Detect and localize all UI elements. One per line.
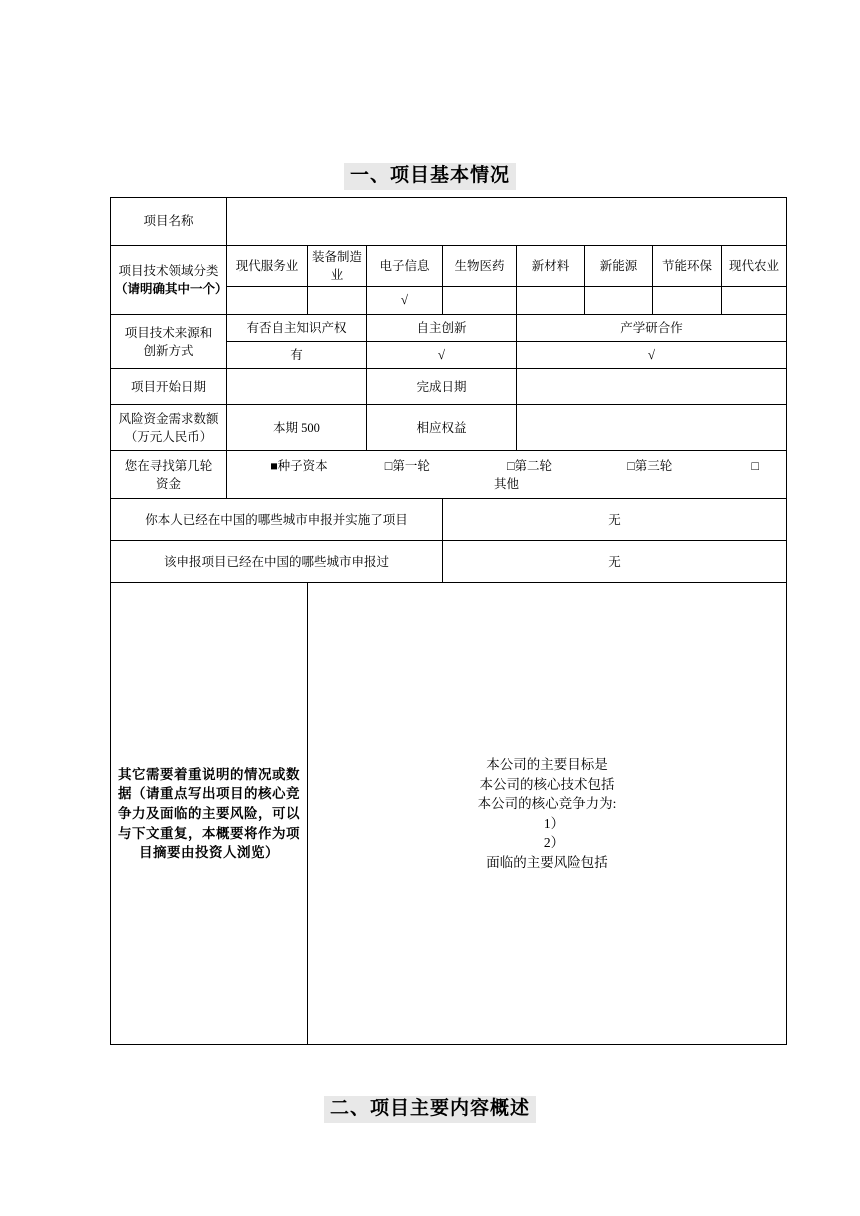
funding-round-options-line xyxy=(231,457,782,475)
funding-label-line2: （万元人民币） xyxy=(124,429,213,444)
funding-round-label xyxy=(111,451,227,499)
section-heading-2 xyxy=(0,1096,860,1123)
project-name-label: 项目名称 xyxy=(111,198,227,246)
section-heading-2-text: 二、项目主要内容概述 xyxy=(324,1096,536,1123)
funding-round-option-round3-label: 第三轮 xyxy=(634,458,673,473)
funding-round-option-round2-label: 第二轮 xyxy=(514,458,553,473)
tech-source-label-line1: 项目技术来源和 xyxy=(124,325,213,340)
tech-category-option-3[interactable]: 生物医药 xyxy=(443,246,517,287)
tech-category-mark-1[interactable] xyxy=(308,287,367,315)
funding-round-option-seed[interactable] xyxy=(270,457,328,475)
funding-round-option-round3[interactable] xyxy=(627,457,672,475)
tech-source-value-0[interactable]: 有 xyxy=(227,342,367,369)
checkbox-icon[interactable]: □ xyxy=(627,458,635,473)
tech-category-mark-0[interactable] xyxy=(227,287,308,315)
tech-source-header-0: 有否自主知识产权 xyxy=(227,315,367,342)
tech-category-option-5[interactable]: 新能源 xyxy=(585,246,653,287)
funding-round-option-seed-label: 种子资本 xyxy=(277,458,328,473)
table-row-funding-round xyxy=(111,451,787,499)
notes-line-4: 2） xyxy=(543,835,565,851)
table-row-tech-source-headers xyxy=(111,315,787,342)
tech-source-header-2: 产学研合作 xyxy=(517,315,787,342)
funding-label-line1: 风险资金需求数额 xyxy=(118,411,219,426)
tech-category-mark-2[interactable]: √ xyxy=(367,287,443,315)
table-row-funding xyxy=(111,405,787,451)
table-row-implemented-cities xyxy=(111,499,787,541)
funding-amount-value[interactable]: 本期 500 xyxy=(227,405,367,451)
declared-cities-label: 该申报项目已经在中国的哪些城市申报过 xyxy=(111,541,443,583)
tech-category-mark-4[interactable] xyxy=(517,287,585,315)
tech-source-label xyxy=(111,315,227,369)
notes-line-5: 面临的主要风险包括 xyxy=(486,854,608,870)
table-row-project-name xyxy=(111,198,787,246)
table-row-dates xyxy=(111,369,787,405)
tech-source-header-1: 自主创新 xyxy=(367,315,517,342)
declared-cities-value[interactable]: 无 xyxy=(443,541,787,583)
notes-body[interactable] xyxy=(308,583,787,1045)
equity-value[interactable] xyxy=(517,405,787,451)
tech-category-mark-5[interactable] xyxy=(585,287,653,315)
project-basic-info-table xyxy=(110,197,787,1045)
project-name-value[interactable] xyxy=(227,198,787,246)
table-row-tech-category-headers xyxy=(111,246,787,287)
notes-line-3: 1） xyxy=(543,815,565,831)
funding-round-option-other-box[interactable]: □ xyxy=(751,458,759,473)
checkbox-icon[interactable]: □ xyxy=(384,458,393,473)
tech-category-mark-7[interactable] xyxy=(722,287,787,315)
start-date-value[interactable] xyxy=(227,369,367,405)
tech-category-label-line1: 项目技术领域分类 xyxy=(118,264,219,278)
end-date-value[interactable] xyxy=(517,369,787,405)
notes-line-0: 本公司的主要目标是 xyxy=(486,757,608,773)
tech-category-option-6[interactable]: 节能环保 xyxy=(653,246,722,287)
tech-source-label-line2: 创新方式 xyxy=(143,343,194,358)
tech-category-label xyxy=(111,246,227,315)
section-heading-1-text: 一、项目基本情况 xyxy=(344,163,516,190)
tech-category-label-line2: （请明确其中一个） xyxy=(115,282,228,297)
tech-source-value-1[interactable]: √ xyxy=(367,342,517,369)
tech-category-mark-3[interactable] xyxy=(443,287,517,315)
start-date-label: 项目开始日期 xyxy=(111,369,227,405)
equity-label: 相应权益 xyxy=(367,405,517,451)
tech-category-option-7[interactable]: 现代农业 xyxy=(722,246,787,287)
tech-category-mark-6[interactable] xyxy=(653,287,722,315)
tech-category-option-1[interactable]: 装备制造业 xyxy=(308,246,367,287)
checkbox-checked-icon[interactable]: ■ xyxy=(270,458,278,473)
table-row-declared-cities xyxy=(111,541,787,583)
section-heading-1 xyxy=(0,163,860,190)
funding-round-option-other-label: 其他 xyxy=(493,476,519,491)
implemented-cities-label: 你本人已经在中国的哪些城市申报并实施了项目 xyxy=(111,499,443,541)
funding-round-option-round1[interactable] xyxy=(385,457,430,475)
implemented-cities-value[interactable]: 无 xyxy=(443,499,787,541)
notes-label: 其它需要着重说明的情况或数据（请重点写出项目的核心竞争力及面临的主要风险，可以与下文重复，本概要将作为项目摘要由投资人浏览） xyxy=(111,583,308,1045)
checkbox-icon[interactable]: □ xyxy=(506,458,515,473)
notes-line-1: 本公司的核心技术包括 xyxy=(479,776,615,792)
tech-source-value-2[interactable]: √ xyxy=(517,342,787,369)
funding-label xyxy=(111,405,227,451)
table-row-notes xyxy=(111,583,787,1045)
funding-round-label-line2: 资金 xyxy=(155,476,181,491)
end-date-label: 完成日期 xyxy=(367,369,517,405)
tech-category-option-2[interactable]: 电子信息 xyxy=(367,246,443,287)
funding-round-option-round2[interactable] xyxy=(507,457,552,475)
tech-category-option-0[interactable]: 现代服务业 xyxy=(227,246,308,287)
funding-round-options xyxy=(227,451,787,499)
funding-round-option-round1-label: 第一轮 xyxy=(392,458,430,473)
funding-round-label-line1: 您在寻找第几轮 xyxy=(124,458,213,473)
notes-line-2: 本公司的核心竞争力为: xyxy=(477,796,617,812)
tech-category-option-4[interactable]: 新材料 xyxy=(517,246,585,287)
